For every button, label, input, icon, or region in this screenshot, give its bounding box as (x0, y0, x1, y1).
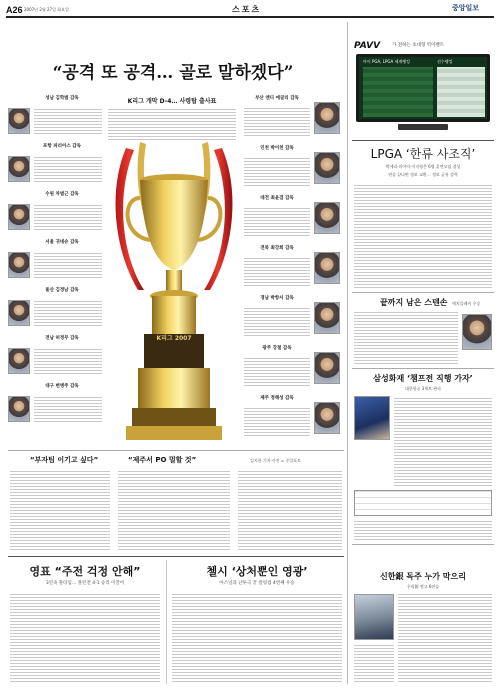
coach-name: 인천 박이천 감독 (260, 146, 294, 151)
coach-name: 전북 최강희 감독 (260, 246, 294, 251)
ad-tab-players: 선수랭킹 (437, 59, 453, 64)
feature-intro (108, 108, 236, 140)
article-center-title: 첼시 ‘상처뿐인 영광’ (206, 565, 308, 578)
trophy-illustration (104, 140, 244, 450)
header-rule (6, 16, 494, 18)
coach-name: 대전 최윤겸 감독 (260, 196, 294, 201)
pavv-ad[interactable] (352, 40, 494, 136)
coach-photo (314, 252, 340, 284)
coach-name: 부산 앤디 에글리 감독 (255, 96, 299, 101)
quote-left: “부자팀 이기고 싶다” (30, 456, 99, 464)
left-coach-column (8, 96, 103, 436)
feature-title: K리그 개막 D-4… 사령탑 출사표 (127, 98, 217, 105)
coach-name: 서울 귀네슈 감독 (45, 240, 79, 245)
coach-name: 전남 허정무 감독 (45, 336, 79, 341)
standings-table (354, 490, 492, 516)
coach-photo (8, 396, 30, 422)
coach-name: 울산 김정남 감독 (45, 288, 79, 293)
article-center-subtitle: 아스널과 난투극 끝 칼링컵 4번째 우승 (219, 581, 295, 586)
ad-brand: PAVV (354, 41, 381, 51)
ad-tv-screen (356, 54, 490, 122)
coach-photo (314, 202, 340, 234)
lpga-subtitle-1: 박세리·미야자·이지영은 6명 훈련모임 결성 (385, 164, 461, 169)
lpga-title: LPGA ‘한류 사조직’ (370, 147, 476, 161)
coach-photo (8, 300, 30, 326)
issue-date: 2007년 2월 27일 화요일 (24, 7, 69, 12)
coach-name: 경남 박항서 감독 (260, 296, 294, 301)
stenson-title: 끝까지 남은 스텐손 (380, 298, 448, 307)
coach-photo (8, 156, 30, 182)
main-headline: “공격 또 공격… 골로 말하겠다” (52, 63, 294, 83)
coach-name: 제주 정해성 감독 (260, 396, 294, 401)
coach-photo (8, 252, 30, 278)
quote-center: “제주서 PO 멀할 것” (128, 456, 197, 464)
coach-name: 포항 파리아스 감독 (43, 144, 81, 149)
article-left-title: 영표 “주전 걱정 안해” (29, 565, 141, 578)
shinhan-photo (354, 594, 394, 640)
lpga-subtitle-2: 연습 끝나면 정보 교환… 정보 공유 강력 (388, 172, 458, 177)
samsung-subtitle: 대한항공 3세트 완파 (405, 386, 441, 391)
samsung-title: 삼성화재 ‘챔프전 직행 가자’ (373, 374, 473, 383)
shinhan-title: 신한銀 독주 누가 막으리 (380, 572, 466, 581)
coach-name: 대구 변병주 감독 (45, 384, 79, 389)
article-left-subtitle: 3연속 풀타임… 볼턴전 4-1 승리 이끌어 (45, 581, 125, 586)
right-coach-column (244, 96, 344, 456)
coach-photo (314, 102, 340, 134)
shinhan-subtitle: 우리銀 꺾고 6연승 (406, 584, 440, 589)
page-number: A26 (6, 5, 23, 15)
ad-slogan: 가 전하는 초대형 빅이벤트 (392, 43, 445, 48)
coach-name: 수원 차범근 감독 (45, 192, 79, 197)
coach-name: 성남 김학범 감독 (45, 96, 79, 101)
coach-photo (314, 352, 340, 384)
samsung-photo (354, 396, 390, 440)
coach-photo (314, 152, 340, 184)
coach-name: 광주 강철 감독 (262, 346, 292, 351)
stenson-subtitle: 매치플레이 우승 (452, 301, 481, 306)
coach-photo (8, 108, 30, 134)
stenson-photo (462, 314, 492, 350)
trophy-plaque-label: K리그 2007 (156, 335, 192, 342)
coach-photo (8, 348, 30, 374)
paper-logo: 중앙일보 (452, 4, 480, 12)
coach-photo (8, 204, 30, 230)
coach-photo (314, 302, 340, 334)
ad-tab-ranking: 마이 PGA, LPGA 세계랭킹 (363, 59, 410, 64)
section-name: 스포츠 (232, 5, 262, 14)
photo-credit: 김지한 기자·사진 = 중앙포토 (250, 458, 301, 463)
coach-photo (314, 402, 340, 434)
